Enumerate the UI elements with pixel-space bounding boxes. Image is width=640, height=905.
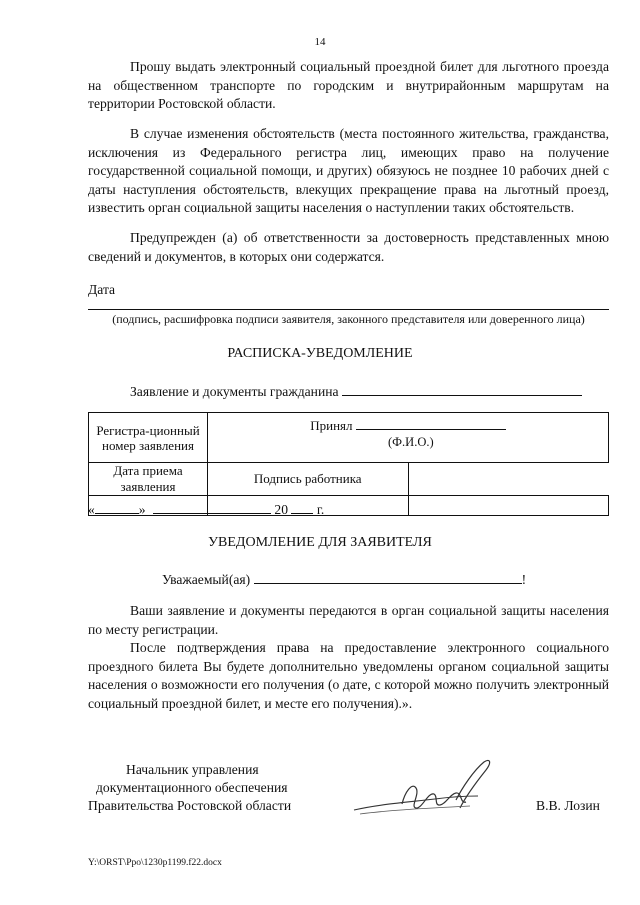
received-by-cell [208, 413, 609, 463]
date-label: Дата [88, 282, 116, 297]
received-by-blank [356, 417, 506, 430]
day-blank [95, 500, 139, 514]
year-prefix: 20 [274, 502, 288, 517]
greeting-label: Уважаемый(ая) [162, 572, 251, 587]
request-paragraph: Прошу выдать электронный социальный проездной билет для льготного проезда на общественном транспорте по городским и внутрирайонным маршрутам на территории Ростовской области. [88, 59, 609, 112]
greeting-name-blank [254, 569, 522, 584]
handwritten-signature [350, 752, 500, 822]
reg-number-header: Регистра-ционный номер заявления [96, 422, 200, 453]
notice-title: УВЕДОМЛЕНИЕ ДЛЯ ЗАЯВИТЕЛЯ [208, 535, 432, 550]
fio-label: (Ф.И.О.) [388, 435, 434, 449]
citizen-line [130, 381, 582, 400]
signature-line [88, 309, 609, 310]
received-by-label: Принял [310, 418, 353, 433]
footer-file-path: Y:\ORST\Ppo\1230p1199.f22.docx [88, 858, 222, 868]
reg-number-header-cell [89, 413, 208, 463]
date-close-quote: » [138, 502, 146, 517]
receipt-date-line [88, 500, 324, 518]
page-number: 14 [314, 36, 326, 48]
citizen-name-blank [342, 381, 582, 396]
signoff-position-line3: Правительства Ростовской области [88, 798, 292, 813]
month-blank [153, 500, 271, 514]
responsibility-paragraph: Предупрежден (а) об ответственности за достоверность представленных мною сведений и документов, в которых они содержатся. [88, 230, 609, 264]
signoff-position-line2: документационного обеспечения [96, 780, 288, 795]
obligation-paragraph: В случае изменения обстоятельств (места постоянного жительства, гражданства, исключения из Федерального регистра лиц, имеющих право на получение государственной социальной помощи, и других) обязуюсь не позднее 10 рабочих дней с даты наступления обстоятельств, влекущих прекращение права на льготный проезд, известить орган социальной защиты населения о наступлении таких обстоятельств. [88, 126, 609, 216]
year-suffix: г. [316, 502, 325, 517]
receipt-title: РАСПИСКА-УВЕДОМЛЕНИЕ [227, 346, 413, 361]
citizen-label: Заявление и документы гражданина [130, 384, 339, 399]
signoff-name: В.В. Лозин [536, 798, 600, 813]
year-blank [291, 500, 313, 514]
greeting-line [162, 569, 526, 588]
employee-signature-header: Подпись работника [208, 463, 409, 496]
notice-transfer-paragraph: Ваши заявление и документы передаются в орган социальной защиты населения по месту регистрации. [88, 603, 609, 637]
signoff-position-line1: Начальник управления [126, 762, 259, 777]
greeting-end: ! [521, 572, 527, 587]
notice-confirmation-paragraph: После подтверждения права на предоставление электронного социального проездного билета Вы будете дополнительно уведомлены органом социальной защиты населения о возможности его получения (о дате, с которой можно получить электронный социальный проездной билет, и месте его получения).». [88, 640, 609, 711]
date-received-header: Дата приема заявления [89, 463, 208, 496]
employee-signature-cell [408, 496, 609, 516]
date-open-quote: « [88, 502, 95, 517]
signature-caption: (подпись, расшифровка подписи заявителя, законного представителя или доверенного лица) [112, 312, 585, 326]
